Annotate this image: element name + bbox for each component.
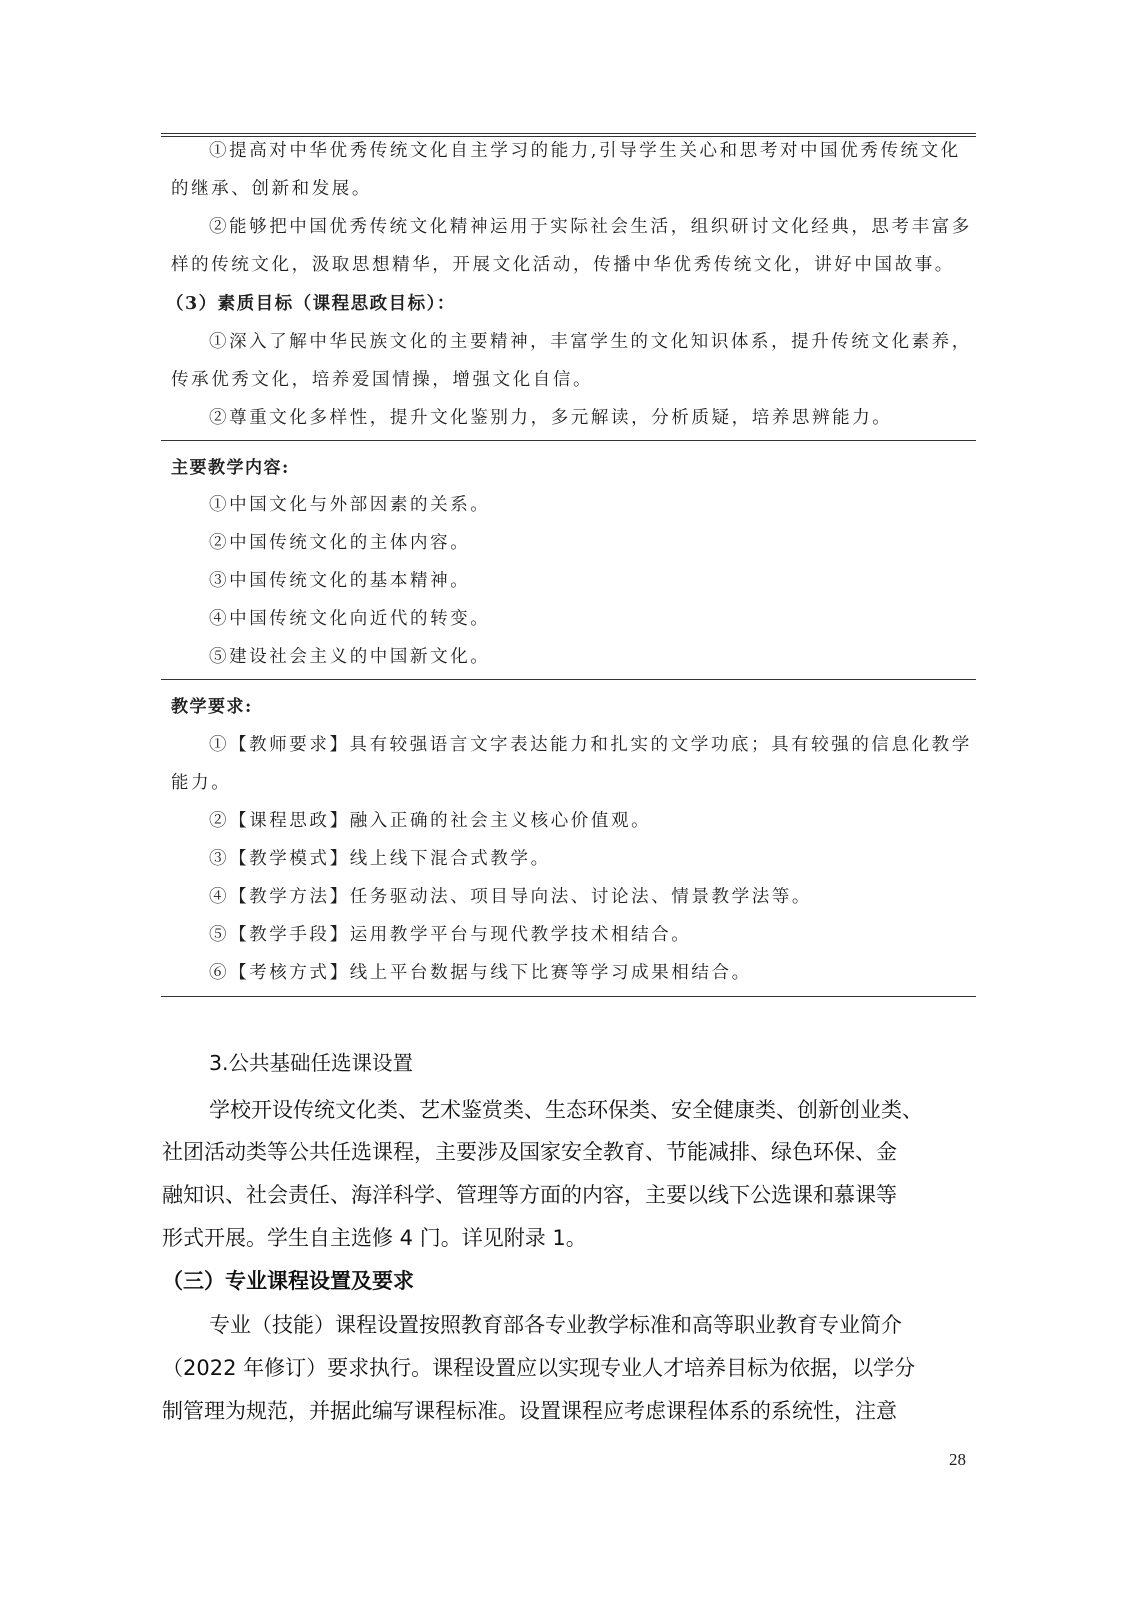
goal-line-6: 传承优秀文化，培养爱国情操，增强文化自信。 <box>171 370 594 390</box>
goal-line-5: ①深入了解中华民族文化的主要精神，丰富学生的文化知识体系，提升传统文化素养， <box>209 332 972 352</box>
page-number: 28 <box>949 1450 966 1469</box>
requirement-item-6: ⑥【考核方式】线上平台数据与线下比赛等学习成果相结合。 <box>209 963 752 983</box>
paragraph-line: 形式开展。学生自主选修 4 门。详见附录 1。 <box>162 1226 587 1250</box>
content-item-4: ④中国传统文化向近代的转变。 <box>209 609 491 629</box>
goal-line-3: ②能够把中国优秀传统文化精神运用于实际社会生活，组织研讨文化经典，思考丰富多 <box>209 217 972 237</box>
teaching-content-heading: 主要教学内容: <box>171 458 290 478</box>
section-heading-professional-courses: （三）专业课程设置及要求 <box>162 1269 414 1293</box>
teaching-requirements-heading: 教学要求: <box>171 697 253 717</box>
table-row-divider-2 <box>161 679 976 680</box>
paragraph-line: 制管理为规范，并据此编写课程标准。设置课程应考虑课程体系的系统性，注意 <box>162 1399 897 1423</box>
paragraph-line: 专业（技能）课程设置按照教育部各专业教学标准和高等职业教育专业简介 <box>209 1313 902 1337</box>
requirement-line-1: ①【教师要求】具有较强语言文字表达能力和扎实的文学功底；具有较强的信息化教学 <box>209 735 972 755</box>
goal-line-4: 样的传统文化，汲取思想精华，开展文化活动，传播中华优秀传统文化，讲好中国故事。 <box>171 255 955 275</box>
requirement-item-4: ④【教学方法】任务驱动法、项目导向法、讨论法、情景教学法等。 <box>209 887 812 907</box>
requirement-item-2: ②【课程思政】融入正确的社会主义核心价值观。 <box>209 811 652 831</box>
table-row-divider-1 <box>161 440 976 441</box>
section-heading-public-electives: 3.公共基础任选课设置 <box>209 1051 414 1075</box>
requirement-item-5: ⑤【教学手段】运用教学平台与现代教学技术相结合。 <box>209 925 692 945</box>
requirement-line-2: 能力。 <box>171 773 232 793</box>
goal-line-1: ①提高对中华优秀传统文化自主学习的能力,引导学生关心和思考对中国优秀传统文化 <box>209 141 961 161</box>
quality-goal-heading: （3）素质目标（课程思政目标）： <box>166 294 456 314</box>
goal-line-2: 的继承、创新和发展。 <box>171 179 372 199</box>
requirement-item-3: ③【教学模式】线上线下混合式教学。 <box>209 849 551 869</box>
content-item-3: ③中国传统文化的基本精神。 <box>209 571 471 591</box>
table-bottom-border <box>161 996 976 997</box>
paragraph-line: 学校开设传统文化类、艺术鉴赏类、生态环保类、安全健康类、创新创业类、 <box>209 1098 923 1122</box>
goal-line-7: ②尊重文化多样性，提升文化鉴别力，多元解读，分析质疑，培养思辨能力。 <box>209 408 893 428</box>
table-top-border <box>161 133 976 134</box>
content-item-5: ⑤建设社会主义的中国新文化。 <box>209 647 491 667</box>
paragraph-line: 融知识、社会责任、海洋科学、管理等方面的内容，主要以线下公选课和慕课等 <box>162 1183 897 1207</box>
content-item-2: ②中国传统文化的主体内容。 <box>209 533 471 553</box>
paragraph-line: 社团活动类等公共任选课程，主要涉及国家安全教育、节能减排、绿色环保、金 <box>162 1140 897 1164</box>
content-item-1: ①中国文化与外部因素的关系。 <box>209 495 491 515</box>
paragraph-line: （2022 年修订）要求执行。课程设置应以实现专业人才培养目标为依据，以学分 <box>162 1356 916 1380</box>
